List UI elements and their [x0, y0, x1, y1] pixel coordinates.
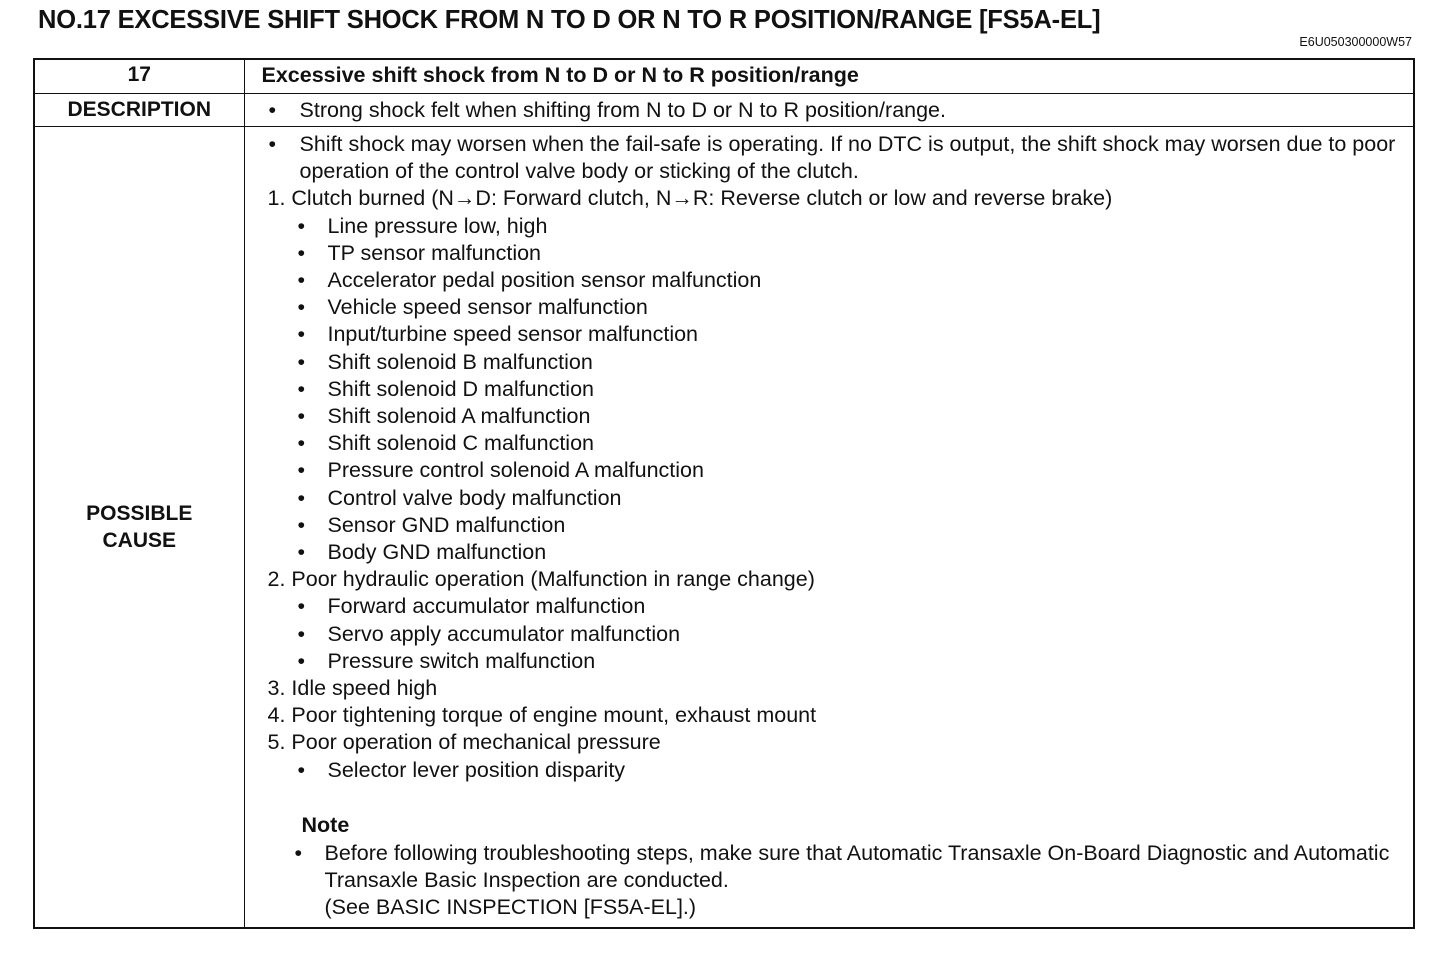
- cause-subitem: • Sensor GND malfunction: [262, 512, 1414, 539]
- trouble-number: 17: [34, 59, 244, 94]
- troubleshooting-table: [33, 58, 1415, 929]
- cause-subitem: • TP sensor malfunction: [262, 240, 1414, 267]
- cause-subitem: • Accelerator pedal position sensor malfunction: [262, 267, 1414, 294]
- possible-cause-label-line1: POSSIBLE: [86, 502, 193, 526]
- cause-subitem: • Body GND malfunction: [262, 539, 1414, 566]
- cause-subitem: • Vehicle speed sensor malfunction: [262, 294, 1414, 321]
- cause-intro: • Shift shock may worsen when the fail-safe is operating. If no DTC is output, the shift shock may worsen due to poor operation of the control valve body or sticking of the clutch.: [262, 131, 1414, 185]
- description-row: [34, 94, 1414, 127]
- description-item: • Strong shock felt when shifting from N to D or N to R position/range.: [262, 96, 1414, 124]
- note-heading: Note: [301, 812, 350, 837]
- table-header-row: [34, 59, 1414, 94]
- description-label: DESCRIPTION: [34, 94, 244, 127]
- note-text: Before following troubleshooting steps, make sure that Automatic Transaxle On-Board Diagnostic and Automatic Transaxle Basic Inspection are conducted.: [324, 840, 1390, 893]
- note-item: [262, 840, 1414, 922]
- cause-subitem: • Shift solenoid C malfunction: [262, 430, 1414, 457]
- cause-subitem: • Selector lever position disparity: [262, 757, 1414, 784]
- possible-cause-label-line2: CAUSE: [102, 529, 176, 553]
- cause-subitem: • Pressure switch malfunction: [262, 648, 1414, 675]
- cause-item: 2. Poor hydraulic operation (Malfunction in range change): [267, 567, 815, 592]
- trouble-heading: Excessive shift shock from N to D or N to R position/range: [244, 59, 1414, 94]
- cause-item: 5. Poor operation of mechanical pressure: [267, 730, 661, 755]
- cause-subitem: • Shift solenoid D malfunction: [262, 376, 1414, 403]
- cause-item: 1. Clutch burned (N→D: Forward clutch, N→R: Reverse clutch or low and reverse brake): [267, 186, 1113, 211]
- description-content: [244, 94, 1414, 127]
- cause-subitem: • Input/turbine speed sensor malfunction: [262, 321, 1414, 348]
- cause-list: [262, 185, 1414, 783]
- cause-item: 3. Idle speed high: [267, 676, 438, 701]
- cause-subitem: • Pressure control solenoid A malfunction: [262, 457, 1414, 484]
- cause-subitem: • Line pressure low, high: [262, 213, 1414, 240]
- possible-cause-row: [34, 127, 1414, 929]
- cause-subitem: • Servo apply accumulator malfunction: [262, 621, 1414, 648]
- document-code: E6U050300000W57: [1299, 35, 1412, 49]
- possible-cause-content: [244, 127, 1414, 929]
- cause-subitem: • Shift solenoid A malfunction: [262, 403, 1414, 430]
- cause-subitem: • Shift solenoid B malfunction: [262, 349, 1414, 376]
- note-reference: (See BASIC INSPECTION [FS5A-EL].): [324, 895, 697, 920]
- cause-subitem: • Forward accumulator malfunction: [262, 593, 1414, 620]
- page-title: NO.17 EXCESSIVE SHIFT SHOCK FROM N TO D OR N TO R POSITION/RANGE [FS5A-EL]: [38, 6, 1101, 34]
- possible-cause-label: [34, 127, 244, 929]
- cause-item: 4. Poor tightening torque of engine mount, exhaust mount: [267, 703, 817, 728]
- cause-subitem: • Control valve body malfunction: [262, 485, 1414, 512]
